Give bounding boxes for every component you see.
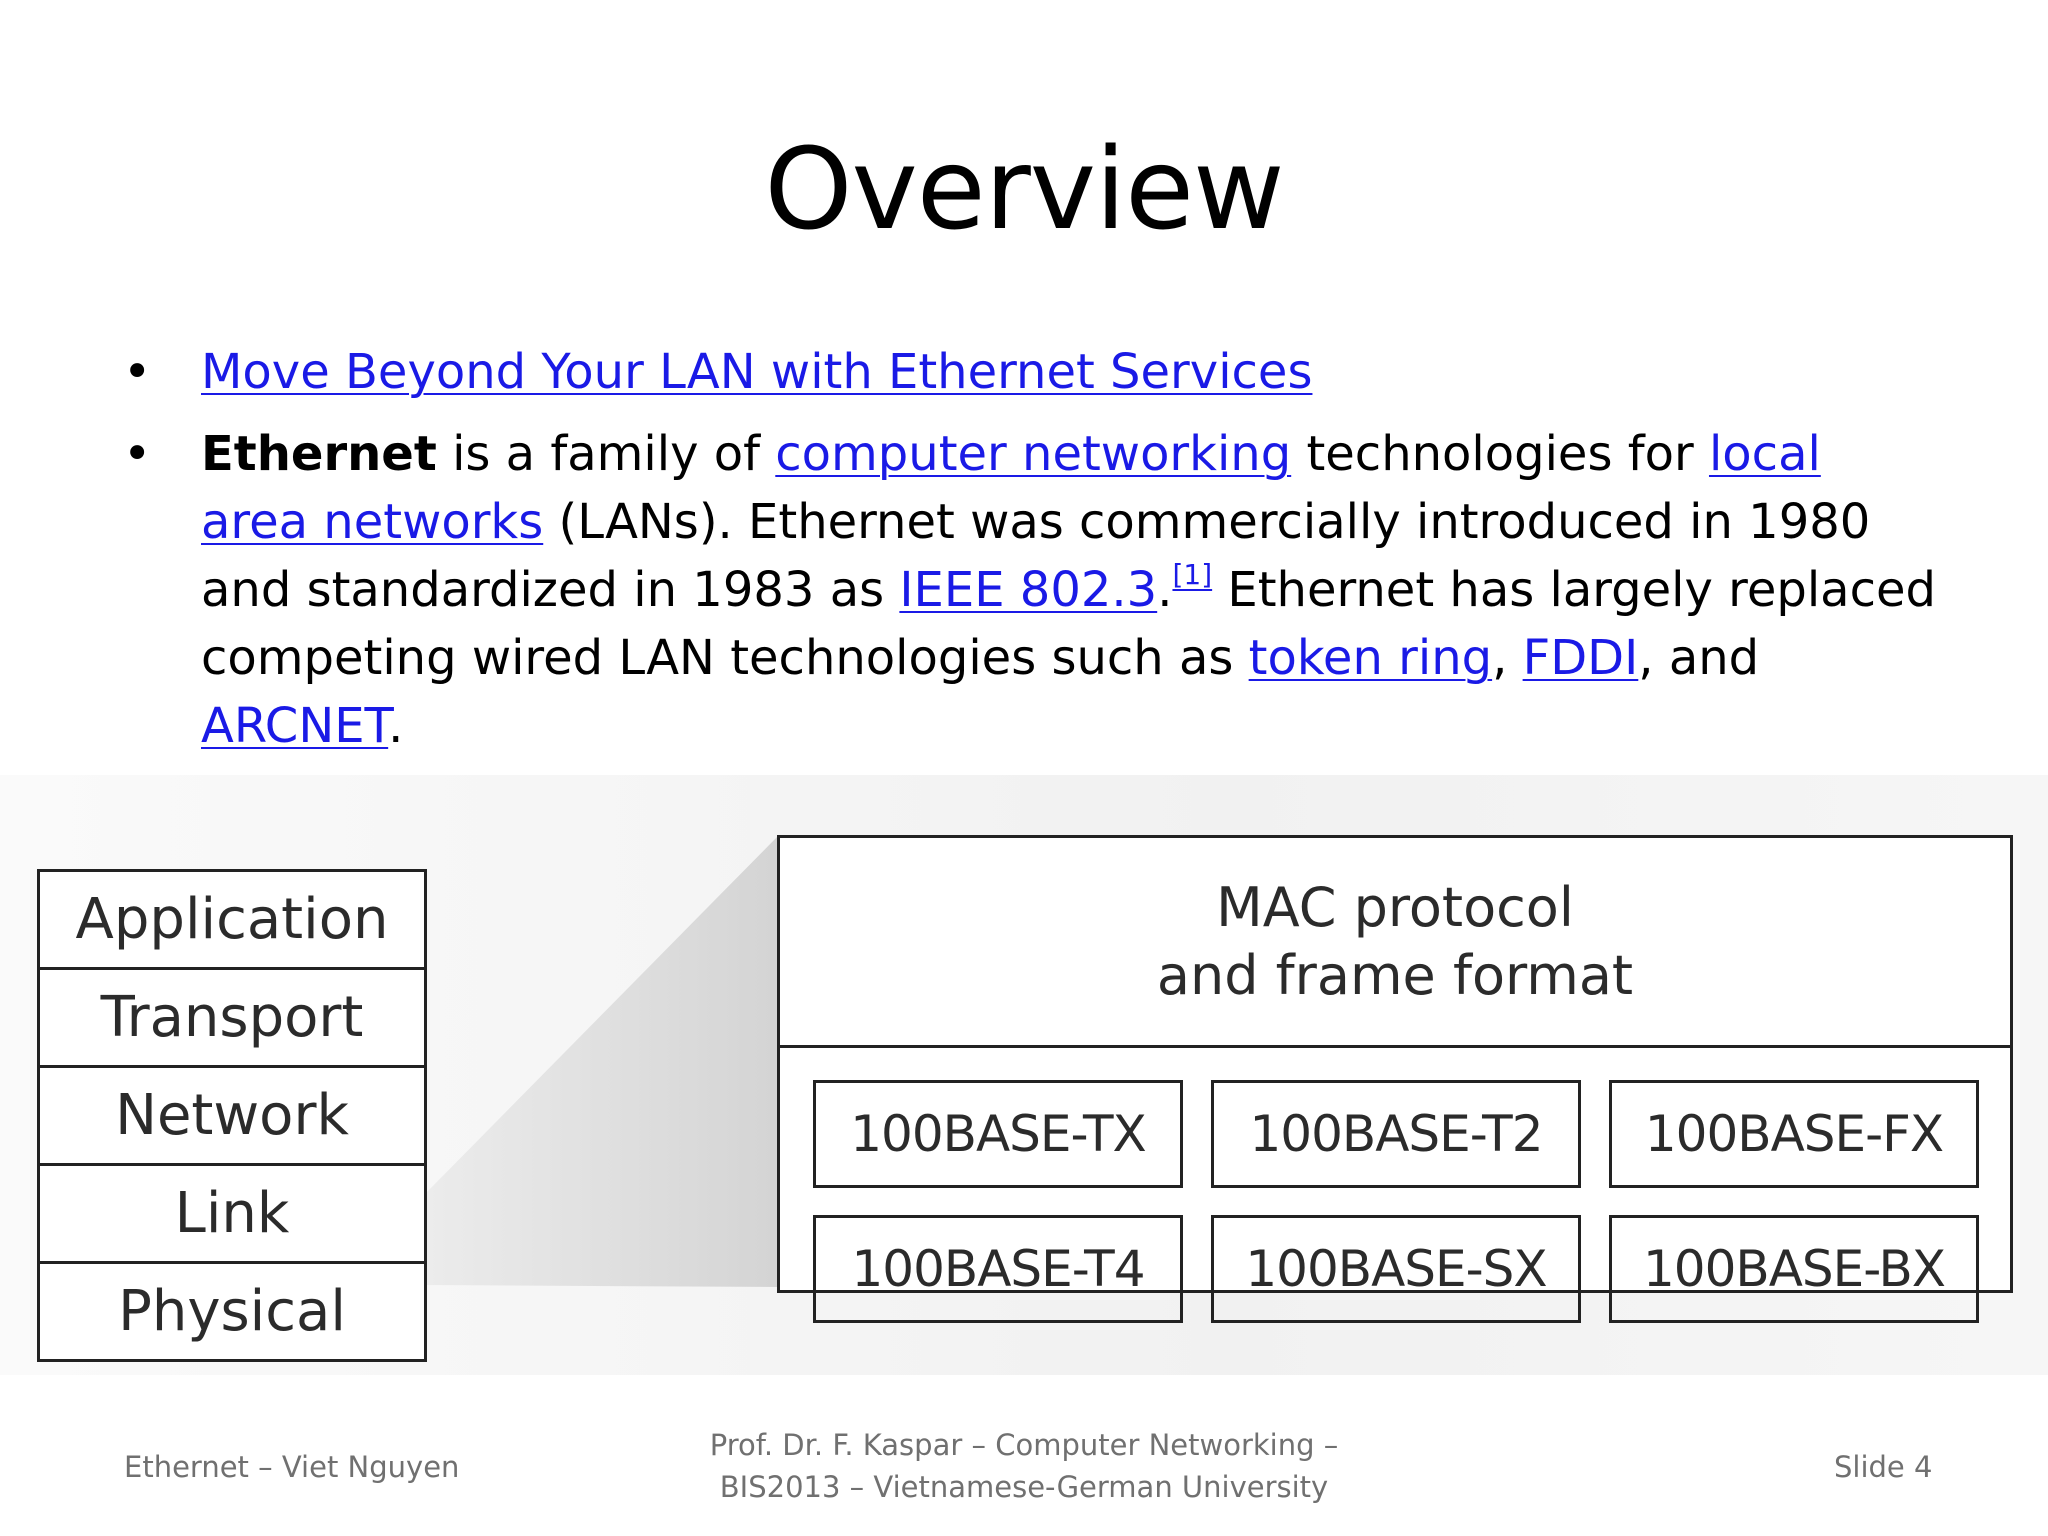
layer-network: Network — [40, 1068, 424, 1166]
standard-box: 100BASE-T4 — [813, 1215, 1183, 1323]
slide-number: Slide 4 — [1834, 1450, 1933, 1484]
protocol-stack — [37, 869, 427, 1362]
ethernet-term: Ethernet — [201, 426, 437, 482]
bullet-item-1 — [118, 338, 1938, 406]
bullet-icon: • — [123, 426, 152, 482]
mac-line-1: MAC protocol — [1216, 875, 1574, 939]
footer-course-line-2: BIS2013 – Vietnamese-German University — [719, 1470, 1329, 1504]
token-ring-link[interactable]: token ring — [1248, 630, 1493, 686]
bullet-text: . — [388, 698, 404, 754]
footer-author: Ethernet – Viet Nguyen — [124, 1450, 460, 1484]
footer-course — [624, 1424, 1424, 1508]
bullet-text: (LANs). Ethernet was commercially introduced in 1980 and standardized in 1983 as — [201, 494, 1871, 618]
bullet-text: . — [1157, 562, 1173, 618]
ethernet-services-link[interactable]: Move Beyond Your LAN with Ethernet Services — [201, 344, 1313, 400]
mac-header — [780, 838, 2010, 1048]
ieee-802-3-link[interactable]: IEEE 802.3 — [899, 562, 1158, 618]
computer-networking-link[interactable]: computer networking — [775, 426, 1292, 482]
bullet-list — [118, 338, 1938, 774]
layer-physical: Physical — [118, 1279, 346, 1344]
standard-box: 100BASE-SX — [1211, 1215, 1581, 1323]
standard-box: 100BASE-TX — [813, 1080, 1183, 1188]
reference-1-link[interactable]: [1] — [1172, 558, 1213, 591]
layer-application: Application — [40, 872, 424, 970]
mac-box — [777, 835, 2013, 1298]
bullet-item-2 — [118, 420, 1938, 760]
arcnet-link[interactable]: ARCNET — [201, 698, 389, 754]
footer-course-line-1: Prof. Dr. F. Kaspar – Computer Networking – — [709, 1428, 1339, 1462]
bullet-text: , — [1492, 630, 1523, 686]
standard-box: 100BASE-T2 — [1211, 1080, 1581, 1188]
bullet-text: Ethernet has largely replaced competing wired LAN technologies such as — [201, 562, 1936, 686]
fddi-link[interactable]: FDDI — [1522, 630, 1639, 686]
mac-line-2: and frame format — [1156, 943, 1634, 1007]
standard-box: 100BASE-FX — [1609, 1080, 1979, 1188]
wedge-shape — [424, 837, 777, 1287]
bullet-text: technologies for — [1291, 426, 1709, 482]
standards-grid — [813, 1080, 1979, 1323]
layer-transport: Transport — [40, 970, 424, 1068]
bullet-text: is a family of — [436, 426, 776, 482]
layer-link: Link — [40, 1166, 424, 1264]
standard-box: 100BASE-BX — [1609, 1215, 1979, 1323]
bullet-text: , and — [1638, 630, 1760, 686]
bullet-icon: • — [123, 344, 152, 400]
slide-title: Overview — [764, 125, 1284, 255]
local-area-networks-link[interactable]: local area networks — [201, 426, 1821, 550]
ethernet-figure — [0, 775, 2048, 1375]
